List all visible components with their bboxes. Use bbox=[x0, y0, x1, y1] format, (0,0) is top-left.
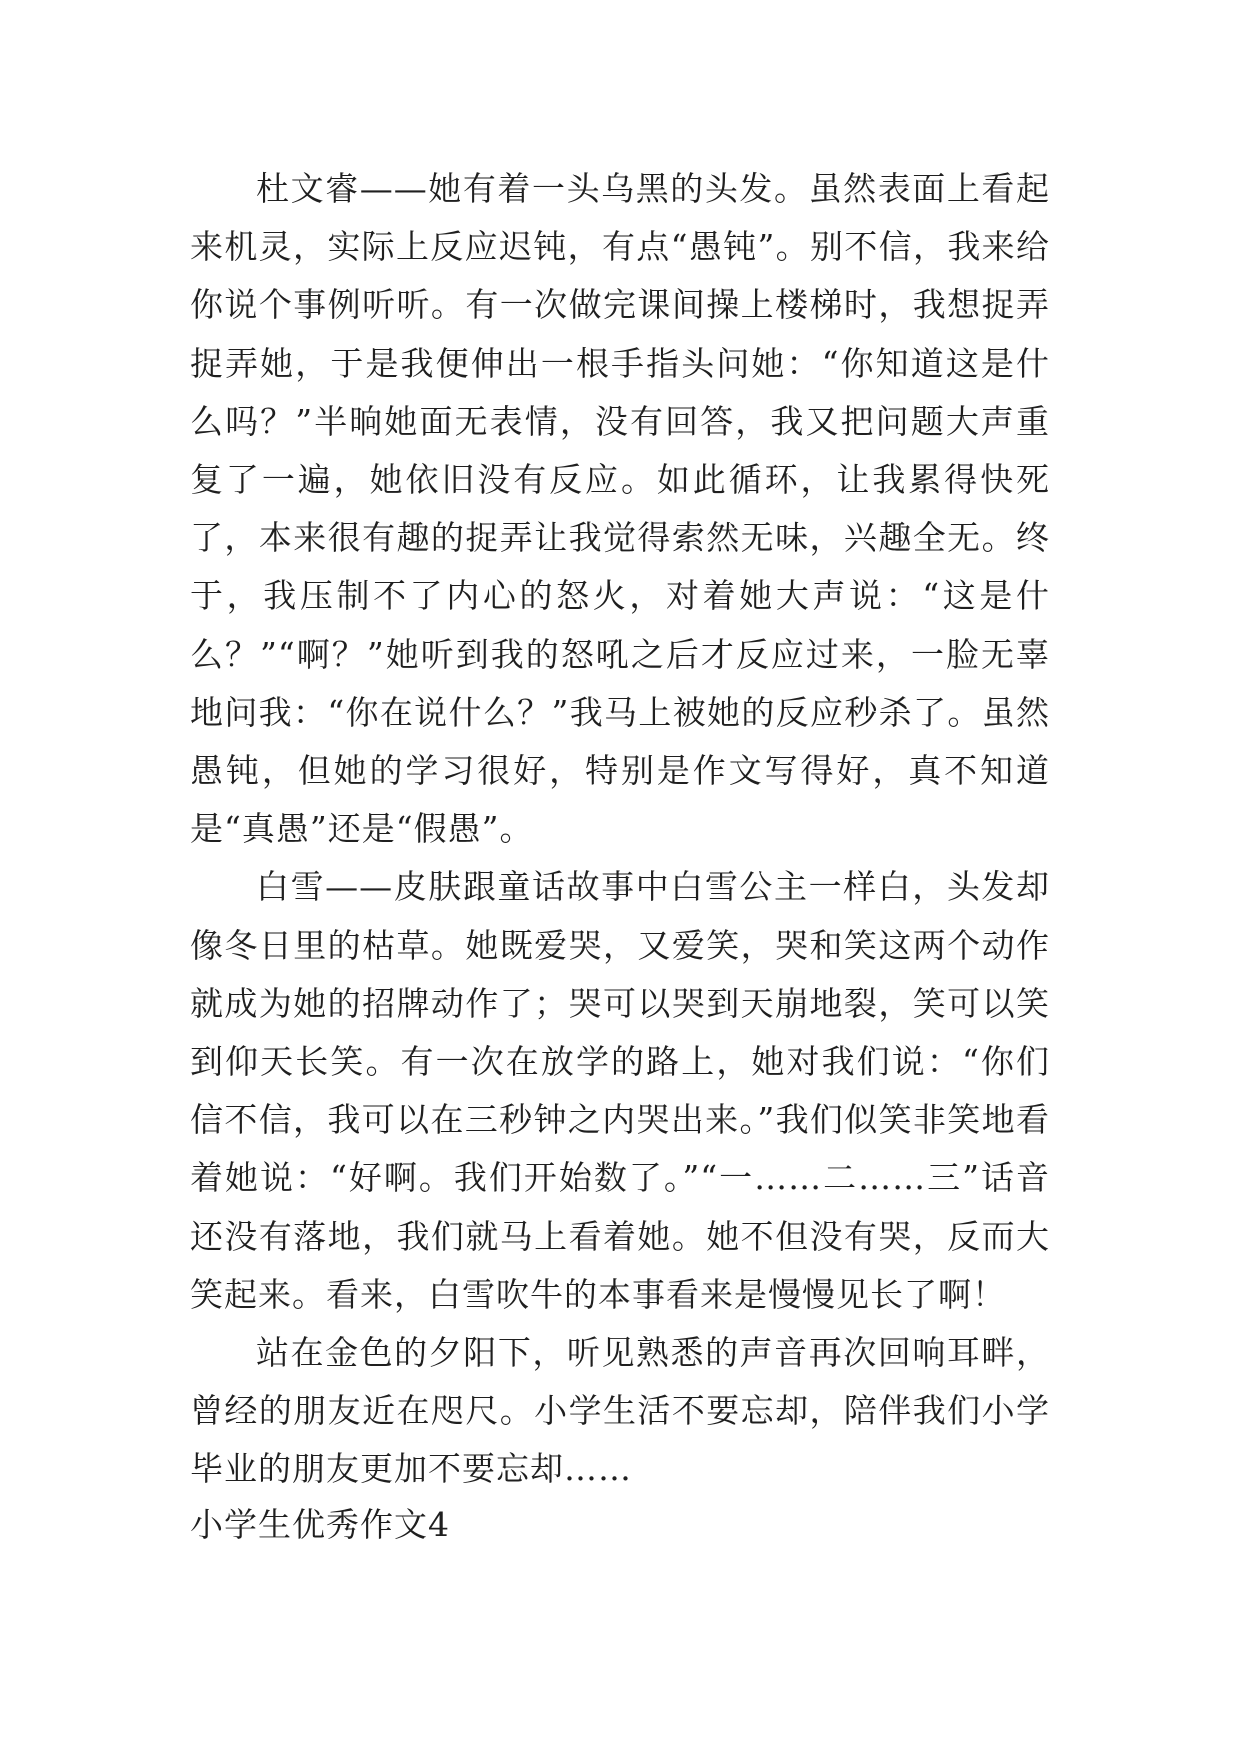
essay-body bbox=[190, 160, 1050, 1499]
section-heading: 小学生优秀作文4 bbox=[190, 1505, 450, 1544]
paragraph-du-wenrui: 杜文睿——她有着一头乌黑的头发。虽然表面上看起来机灵，实际上反应迟钝，有点“愚钝”。别不信，我来给你说个事例听听。有一次做完课间操上楼梯时，我想捉弄捉弄她，于是我便伸出一根手指头问她：“你知道这是什么吗？”半晌她面无表情，没有回答，我又把问题大声重复了一遍，她依旧没有反应。如此循环，让我累得快死了，本来很有趣的捉弄让我觉得索然无味，兴趣全无。终于，我压制不了内心的怒火，对着她大声说：“这是什么？”“啊？”她听到我的怒吼之后才反应过来，一脸无辜地问我：“你在说什么？”我马上被她的反应秒杀了。虽然愚钝，但她的学习很好，特别是作文写得好，真不知道是“真愚”还是“假愚”。 bbox=[190, 169, 1050, 849]
paragraph-bai-xue: 白雪——皮肤跟童话故事中白雪公主一样白，头发却像冬日里的枯草。她既爱哭，又爱笑，哭和笑这两个动作就成为她的招牌动作了；哭可以哭到天崩地裂，笑可以笑到仰天长笑。有一次在放学的路上，她对我们说：“你们信不信，我可以在三秒钟之内哭出来。”我们似笑非笑地看着她说：“好啊。我们开始数了。”“一……二……三”话音还没有落地，我们就马上看着她。她不但没有哭，反而大笑起来。看来，白雪吹牛的本事看来是慢慢见长了啊！ bbox=[190, 867, 1050, 1314]
paragraph-closing: 站在金色的夕阳下，听见熟悉的声音再次回响耳畔，曾经的朋友近在咫尺。小学生活不要忘却，陪伴我们小学毕业的朋友更加不要忘却…… bbox=[190, 1333, 1050, 1489]
